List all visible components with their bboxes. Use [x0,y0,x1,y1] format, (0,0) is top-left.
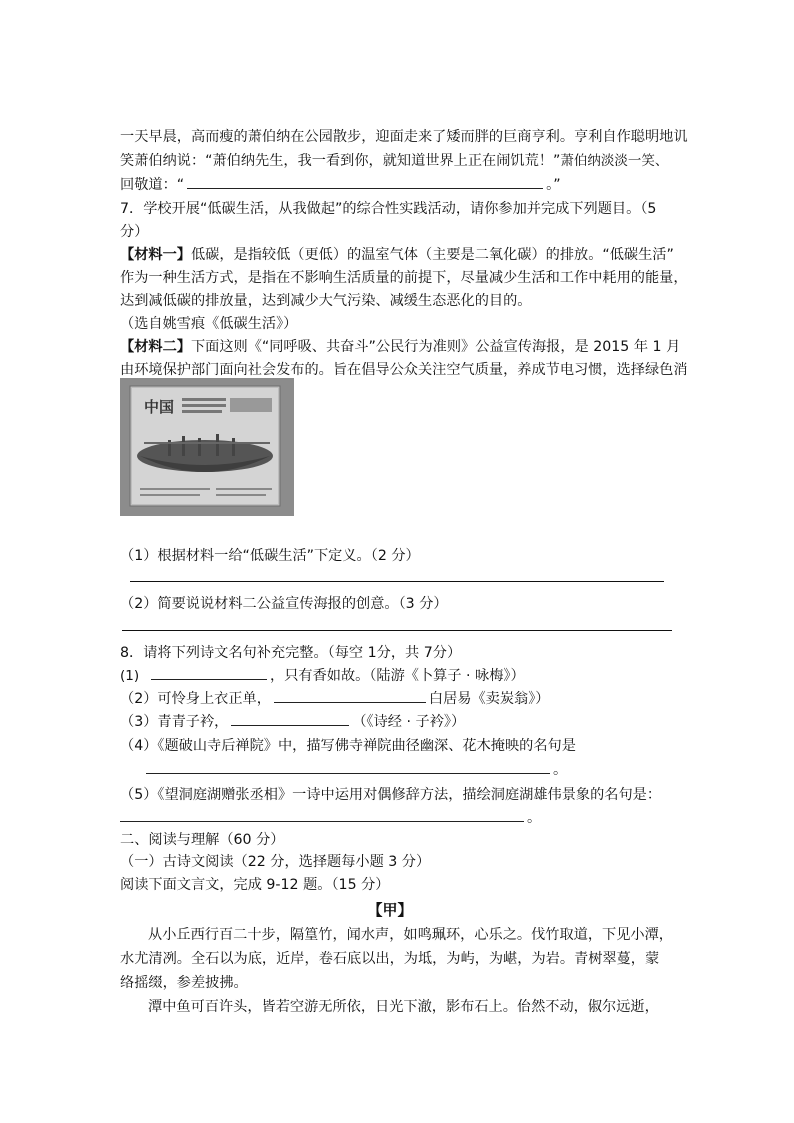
story-line-3-post: 。” [546,177,561,193]
section-label-jia: 【甲】 [367,901,413,919]
q8-item4-end: 。 [553,762,568,778]
answer-blank-q8-1[interactable] [151,665,267,680]
answer-blank-q8-5[interactable] [120,807,524,822]
answer-line-q7-1[interactable] [130,581,664,582]
q8-item2-pre: （2）可怜身上衣正单， [120,691,271,707]
q8-item4-answer [120,759,680,781]
q8-item2-post: 白居易《卖炭翁》） [428,691,550,707]
q8-item5: （5）《望洞庭湖赠张丞相》一诗中运用对偶修辞方法，描绘洞庭湖雄伟景象的名句是： [120,787,662,803]
answer-line-q7-2[interactable] [122,630,672,631]
answer-blank-q8-3[interactable] [231,711,349,726]
q7-material2-line2: 由环境保护部门面向社会发布的。旨在倡导公众关注空气质量，养成节电习惯，选择绿色消 [120,362,688,378]
story-line-2b: 萧伯纳淡淡一笑、 [560,153,669,169]
q7-stem-1: 7．学校开展“低碳生活，从我做起”的综合性实践活动，请你参加并完成下列题目。（5 [120,201,657,217]
answer-blank-q8-2[interactable] [274,688,426,703]
q8-item1-num: (1) [120,668,140,684]
story-line-1: 一天早晨，高而瘦的萧伯纳在公园散步，迎面走来了矮而胖的巨商亨利。亨利自作聪明地讥 [120,129,688,145]
answer-blank-story[interactable] [187,174,543,189]
q8-item5-end: 。 [527,810,542,826]
passage-p1-line3: 络摇缀，参差披拂。 [120,975,248,991]
q7-material2-line1 [120,336,680,358]
passage-p1-line2: 水尤清冽。全石以为底，近岸，卷石底以出，为坻，为屿，为嵁，为岩。青树翠蔓，蒙 [120,951,660,967]
q7-sub1: （1）根据材料一给“低碳生活”下定义。（2 分） [120,548,420,564]
poster-title-glyph: 中国 [144,398,175,416]
q8-item4: （4）《题破山寺后禅院》中，描写佛寺禅院曲径幽深、花木掩映的名句是 [120,738,576,754]
material1-tag: 【材料一】 [120,247,191,263]
q8-item3 [120,711,680,733]
q7-stem-2: 分） [120,224,149,240]
story-line-3-pre: 回敬道：“ [120,177,185,193]
passage-p2-line1: 潭中鱼可百许头，皆若空游无所依，日光下澈，影布石上。佁然不动，俶尔远逝， [148,999,659,1015]
q8-item3-pre: （3）青青子衿， [120,714,229,730]
poster-graphic [120,378,294,516]
q7-sub2: （2）简要说说材料二公益宣传海报的创意。（3 分） [120,596,448,612]
passage-p1-line1: 从小丘西行百二十步，隔篁竹，闻水声，如鸣珮环，心乐之。伐竹取道，下见小潭， [148,927,673,943]
q8-stem: 8．请将下列诗文名句补充完整。（每空 1分，共 7分） [120,645,462,661]
q7-material1-line3: 达到减低碳的排放量，达到减少大气污染、减缓生态恶化的目的。 [120,293,532,309]
q7-material1-source: （选自姚雪痕《低碳生活》） [120,316,298,332]
q7-material1-line1 [120,244,680,266]
answer-blank-q8-4[interactable] [146,759,550,774]
material2-tag: 【材料二】 [120,339,191,355]
story-line-2 [120,150,680,172]
story-line-2a: 笑萧伯纳说：“萧伯纳先生，我一看到你，就知道世界上正在闹饥荒！” [120,153,561,169]
q7-material1-line2: 作为一种生活方式，是指在不影响生活质量的前提下，尽量减少生活和工作中耗用的能量， [120,270,688,286]
part2-instruction: 阅读下面文言文，完成 9-12 题。（15 分） [120,877,390,893]
q8-item3-post: （《诗经 · 子衿》） [352,714,466,730]
q8-item5-answer [120,807,680,829]
part2-subtitle: （一）古诗文阅读（22 分，选择题每小题 3 分） [120,854,431,870]
story-line-3 [120,174,680,196]
q8-item2 [120,688,680,710]
q8-item1 [120,665,680,687]
material1-text-1: 低碳，是指较低（更低）的温室气体（主要是二氧化碳）的排放。“低碳生活” [190,247,674,263]
material2-text-1: 下面这则《“同呼吸、共奋斗”公民行为准则》公益宣传海报，是 2015 年 1 月 [190,339,681,355]
part2-title: 二、阅读与理解（60 分） [120,832,285,848]
q8-item1-text: ，只有香如故。（陆游《卜算子 · 咏梅》） [270,668,525,684]
public-service-poster-image [120,378,294,516]
